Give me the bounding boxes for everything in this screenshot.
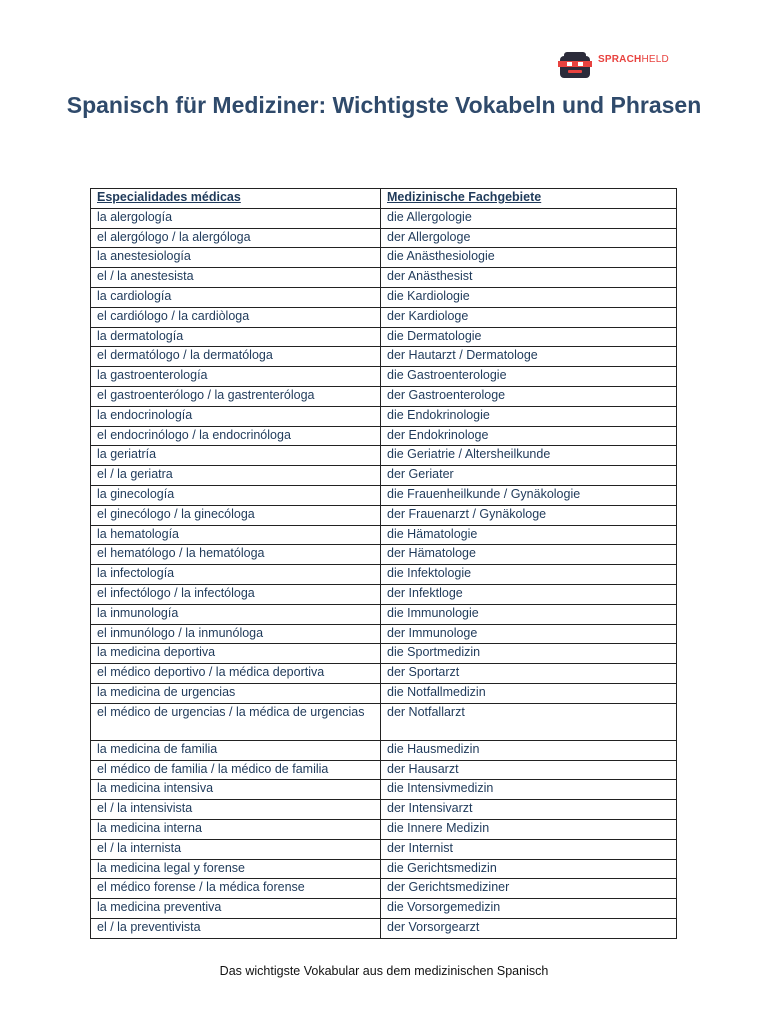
cell-spanish: el / la intensivista: [91, 800, 381, 820]
cell-spanish: el / la preventivista: [91, 918, 381, 938]
cell-german: die Intensivmedizin: [381, 780, 677, 800]
cell-spanish: la hematología: [91, 525, 381, 545]
cell-spanish: la anestesiología: [91, 248, 381, 268]
cell-spanish: la endocrinología: [91, 406, 381, 426]
table-row: [91, 446, 677, 466]
cell-german: der Gastroenterologe: [381, 386, 677, 406]
table-row: [91, 287, 677, 307]
table-row: [91, 525, 677, 545]
cell-spanish: el hematólogo / la hematóloga: [91, 545, 381, 565]
cell-spanish: el médico forense / la médica forense: [91, 879, 381, 899]
ninja-mascot-icon: [556, 48, 594, 82]
table-row: [91, 228, 677, 248]
cell-spanish: la geriatría: [91, 446, 381, 466]
table-row: [91, 839, 677, 859]
cell-german: die Anästhesiologie: [381, 248, 677, 268]
cell-german: die Innere Medizin: [381, 819, 677, 839]
table-row: [91, 268, 677, 288]
table-row: [91, 879, 677, 899]
cell-spanish: la medicina de familia: [91, 740, 381, 760]
cell-german: der Hämatologe: [381, 545, 677, 565]
table-row: [91, 664, 677, 684]
cell-german: der Hausarzt: [381, 760, 677, 780]
page-title: Spanisch für Mediziner: Wichtigste Vokabeln und Phrasen: [66, 92, 702, 118]
table-row: [91, 208, 677, 228]
table-row: [91, 859, 677, 879]
table-row: [91, 918, 677, 938]
cell-spanish: la medicina deportiva: [91, 644, 381, 664]
cell-spanish: el / la geriatra: [91, 466, 381, 486]
cell-spanish: el ginecólogo / la ginecóloga: [91, 505, 381, 525]
table-row: [91, 426, 677, 446]
cell-spanish: el gastroenterólogo / la gastrenteróloga: [91, 386, 381, 406]
cell-spanish: el / la internista: [91, 839, 381, 859]
cell-german: die Allergologie: [381, 208, 677, 228]
cell-german: der Vorsorgearzt: [381, 918, 677, 938]
table-row: [91, 545, 677, 565]
table-row: [91, 505, 677, 525]
cell-spanish: el infectólogo / la infectóloga: [91, 584, 381, 604]
cell-spanish: la medicina de urgencias: [91, 683, 381, 703]
cell-german: der Sportarzt: [381, 664, 677, 684]
brand-name-light: HELD: [641, 54, 669, 65]
cell-spanish: la inmunología: [91, 604, 381, 624]
table-row: [91, 624, 677, 644]
cell-german: der Hautarzt / Dermatologe: [381, 347, 677, 367]
cell-german: der Kardiologe: [381, 307, 677, 327]
cell-german: der Geriater: [381, 466, 677, 486]
page-footer: Das wichtigste Vokabular aus dem medizinischen Spanisch: [219, 964, 549, 978]
cell-german: die Endokrinologie: [381, 406, 677, 426]
cell-german: die Notfallmedizin: [381, 683, 677, 703]
cell-german: der Internist: [381, 839, 677, 859]
table-row: [91, 780, 677, 800]
column-header-german: Medizinische Fachgebiete: [381, 189, 677, 209]
cell-spanish: el cardiólogo / la cardiòloga: [91, 307, 381, 327]
cell-spanish: la gastroenterología: [91, 367, 381, 387]
table-row: [91, 386, 677, 406]
cell-german: die Hämatologie: [381, 525, 677, 545]
cell-german: die Hausmedizin: [381, 740, 677, 760]
table-row: [91, 466, 677, 486]
cell-german: die Geriatrie / Altersheilkunde: [381, 446, 677, 466]
table-row: [91, 367, 677, 387]
table-row: [91, 327, 677, 347]
table-row: [91, 307, 677, 327]
cell-spanish: la infectología: [91, 565, 381, 585]
table-row: [91, 485, 677, 505]
cell-german: der Gerichtsmediziner: [381, 879, 677, 899]
cell-spanish: la medicina interna: [91, 819, 381, 839]
cell-german: die Dermatologie: [381, 327, 677, 347]
table-row: [91, 584, 677, 604]
cell-spanish: el médico deportivo / la médica deportiva: [91, 664, 381, 684]
cell-german: der Endokrinologe: [381, 426, 677, 446]
cell-spanish: la alergología: [91, 208, 381, 228]
table-row: [91, 760, 677, 780]
cell-spanish: la ginecología: [91, 485, 381, 505]
table-row: [91, 899, 677, 919]
brand-logo: [556, 48, 676, 82]
cell-german: der Allergologe: [381, 228, 677, 248]
table-row: [91, 800, 677, 820]
table-row: [91, 604, 677, 624]
brand-name-bold: SPRACH: [598, 54, 642, 65]
cell-german: der Frauenarzt / Gynäkologe: [381, 505, 677, 525]
table-row: [91, 406, 677, 426]
table-row: [91, 248, 677, 268]
table-row: [91, 740, 677, 760]
cell-spanish: la medicina preventiva: [91, 899, 381, 919]
cell-german: die Sportmedizin: [381, 644, 677, 664]
cell-spanish: el / la anestesista: [91, 268, 381, 288]
cell-german: der Intensivarzt: [381, 800, 677, 820]
cell-german: der Infektloge: [381, 584, 677, 604]
cell-german: der Immunologe: [381, 624, 677, 644]
vocabulary-table: [90, 188, 677, 939]
table-row: [91, 347, 677, 367]
cell-german: die Frauenheilkunde / Gynäkologie: [381, 485, 677, 505]
brand-name: [598, 54, 669, 65]
cell-german: die Kardiologie: [381, 287, 677, 307]
cell-spanish: el dermatólogo / la dermatóloga: [91, 347, 381, 367]
cell-german: die Gastroenterologie: [381, 367, 677, 387]
table-body: [91, 208, 677, 938]
cell-spanish: la medicina legal y forense: [91, 859, 381, 879]
cell-german: die Vorsorgemedizin: [381, 899, 677, 919]
cell-spanish: el endocrinólogo / la endocrinóloga: [91, 426, 381, 446]
table-header-row: [91, 189, 677, 209]
cell-spanish: el inmunólogo / la inmunóloga: [91, 624, 381, 644]
cell-spanish: el médico de urgencias / la médica de urgencias: [91, 703, 381, 740]
cell-german: der Anästhesist: [381, 268, 677, 288]
column-header-spanish: Especialidades médicas: [91, 189, 381, 209]
cell-german: der Notfallarzt: [381, 703, 677, 740]
cell-spanish: la dermatología: [91, 327, 381, 347]
cell-spanish: el médico de familia / la médico de familia: [91, 760, 381, 780]
table-row: [91, 683, 677, 703]
table-row: [91, 644, 677, 664]
cell-german: die Immunologie: [381, 604, 677, 624]
table-row: [91, 703, 677, 740]
cell-spanish: la medicina intensiva: [91, 780, 381, 800]
cell-german: die Infektologie: [381, 565, 677, 585]
cell-spanish: la cardiología: [91, 287, 381, 307]
table-row: [91, 819, 677, 839]
table-row: [91, 565, 677, 585]
cell-spanish: el alergólogo / la alergóloga: [91, 228, 381, 248]
cell-german: die Gerichtsmedizin: [381, 859, 677, 879]
